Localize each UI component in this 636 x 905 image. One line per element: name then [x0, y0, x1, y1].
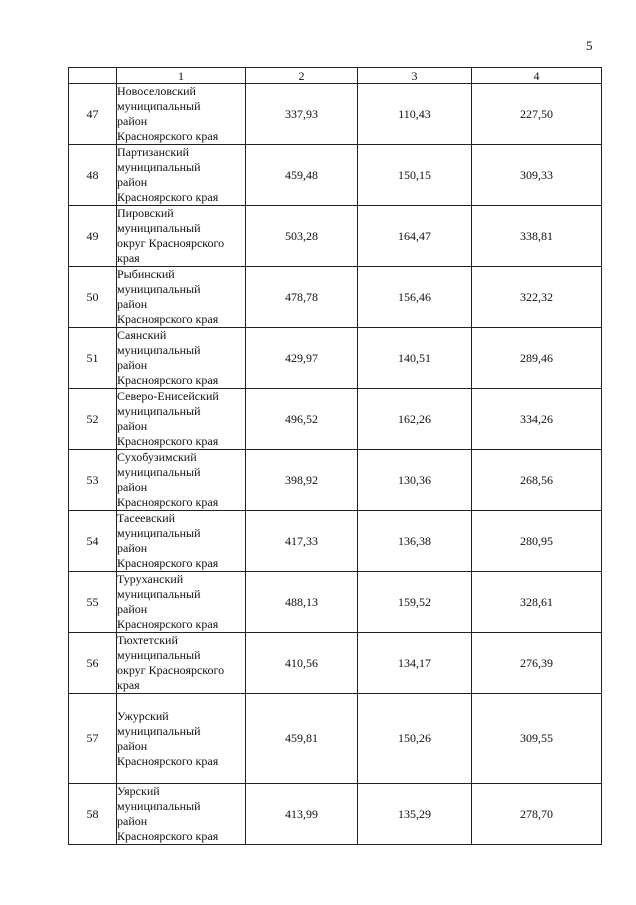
municipality-name: Сухобузимский муниципальный район Красноярского края: [117, 450, 246, 511]
value-col-2: 488,13: [246, 572, 358, 633]
table-row: [69, 145, 602, 206]
value-col-3: 159,52: [358, 572, 472, 633]
header-cell-0: [69, 68, 117, 84]
value-col-3: 150,26: [358, 694, 472, 784]
value-col-3: 136,38: [358, 511, 472, 572]
value-col-2: 398,92: [246, 450, 358, 511]
value-col-2: 478,78: [246, 267, 358, 328]
value-col-4: 289,46: [472, 328, 602, 389]
value-col-2: 410,56: [246, 633, 358, 694]
header-cell-1: 1: [117, 68, 246, 84]
value-col-4: 309,33: [472, 145, 602, 206]
value-col-4: 280,95: [472, 511, 602, 572]
value-col-3: 110,43: [358, 84, 472, 145]
table-row: [69, 694, 602, 784]
municipality-name: Ужурский муниципальный район Красноярского края: [117, 694, 246, 784]
row-number: 53: [69, 450, 117, 511]
value-col-3: 140,51: [358, 328, 472, 389]
value-col-3: 156,46: [358, 267, 472, 328]
row-number: 56: [69, 633, 117, 694]
municipality-name: Пировский муниципальный округ Красноярского края: [117, 206, 246, 267]
row-number: 58: [69, 784, 117, 845]
value-col-3: 130,36: [358, 450, 472, 511]
value-col-4: 268,56: [472, 450, 602, 511]
header-cell-2: 2: [246, 68, 358, 84]
value-col-3: 164,47: [358, 206, 472, 267]
table-row: [69, 784, 602, 845]
value-col-3: 162,26: [358, 389, 472, 450]
value-col-2: 459,81: [246, 694, 358, 784]
row-number: 55: [69, 572, 117, 633]
row-number: 52: [69, 389, 117, 450]
table-row: [69, 328, 602, 389]
value-col-4: 278,70: [472, 784, 602, 845]
value-col-2: 337,93: [246, 84, 358, 145]
table-row: [69, 84, 602, 145]
value-col-3: 150,15: [358, 145, 472, 206]
value-col-2: 417,33: [246, 511, 358, 572]
municipality-name: Тюхтетский муниципальный округ Красноярского края: [117, 633, 246, 694]
value-col-2: 429,97: [246, 328, 358, 389]
value-col-2: 503,28: [246, 206, 358, 267]
row-number: 48: [69, 145, 117, 206]
value-col-4: 334,26: [472, 389, 602, 450]
table-row: [69, 633, 602, 694]
row-number: 51: [69, 328, 117, 389]
scan-artifact: [180, 0, 540, 4]
table-row: [69, 511, 602, 572]
value-col-4: 328,61: [472, 572, 602, 633]
value-col-4: 338,81: [472, 206, 602, 267]
table-row: [69, 389, 602, 450]
row-number: 54: [69, 511, 117, 572]
row-number: 47: [69, 84, 117, 145]
value-col-2: 459,48: [246, 145, 358, 206]
row-number: 50: [69, 267, 117, 328]
value-col-4: 309,55: [472, 694, 602, 784]
row-number: 57: [69, 694, 117, 784]
row-number: 49: [69, 206, 117, 267]
value-col-4: 322,32: [472, 267, 602, 328]
value-col-3: 135,29: [358, 784, 472, 845]
value-col-4: 276,39: [472, 633, 602, 694]
table-row: [69, 450, 602, 511]
header-cell-3: 3: [358, 68, 472, 84]
header-cell-4: 4: [472, 68, 602, 84]
table-row: [69, 206, 602, 267]
value-col-3: 134,17: [358, 633, 472, 694]
data-table: [68, 67, 602, 845]
municipality-name: Уярский муниципальный район Красноярского края: [117, 784, 246, 845]
municipality-name: Северо-Енисейский муниципальный район Красноярского края: [117, 389, 246, 450]
value-col-4: 227,50: [472, 84, 602, 145]
value-col-2: 496,52: [246, 389, 358, 450]
municipality-name: Туруханский муниципальный район Красноярского края: [117, 572, 246, 633]
table-row: [69, 572, 602, 633]
municipality-name: Новоселовский муниципальный район Красноярского края: [117, 84, 246, 145]
table-header-row: [69, 68, 602, 84]
value-col-2: 413,99: [246, 784, 358, 845]
municipality-name: Тасеевский муниципальный район Красноярского края: [117, 511, 246, 572]
municipality-name: Партизанский муниципальный район Красноярского края: [117, 145, 246, 206]
municipality-name: Рыбинский муниципальный район Красноярского края: [117, 267, 246, 328]
table-row: [69, 267, 602, 328]
municipality-name: Саянский муниципальный район Красноярского края: [117, 328, 246, 389]
page-number: 5: [586, 38, 593, 53]
